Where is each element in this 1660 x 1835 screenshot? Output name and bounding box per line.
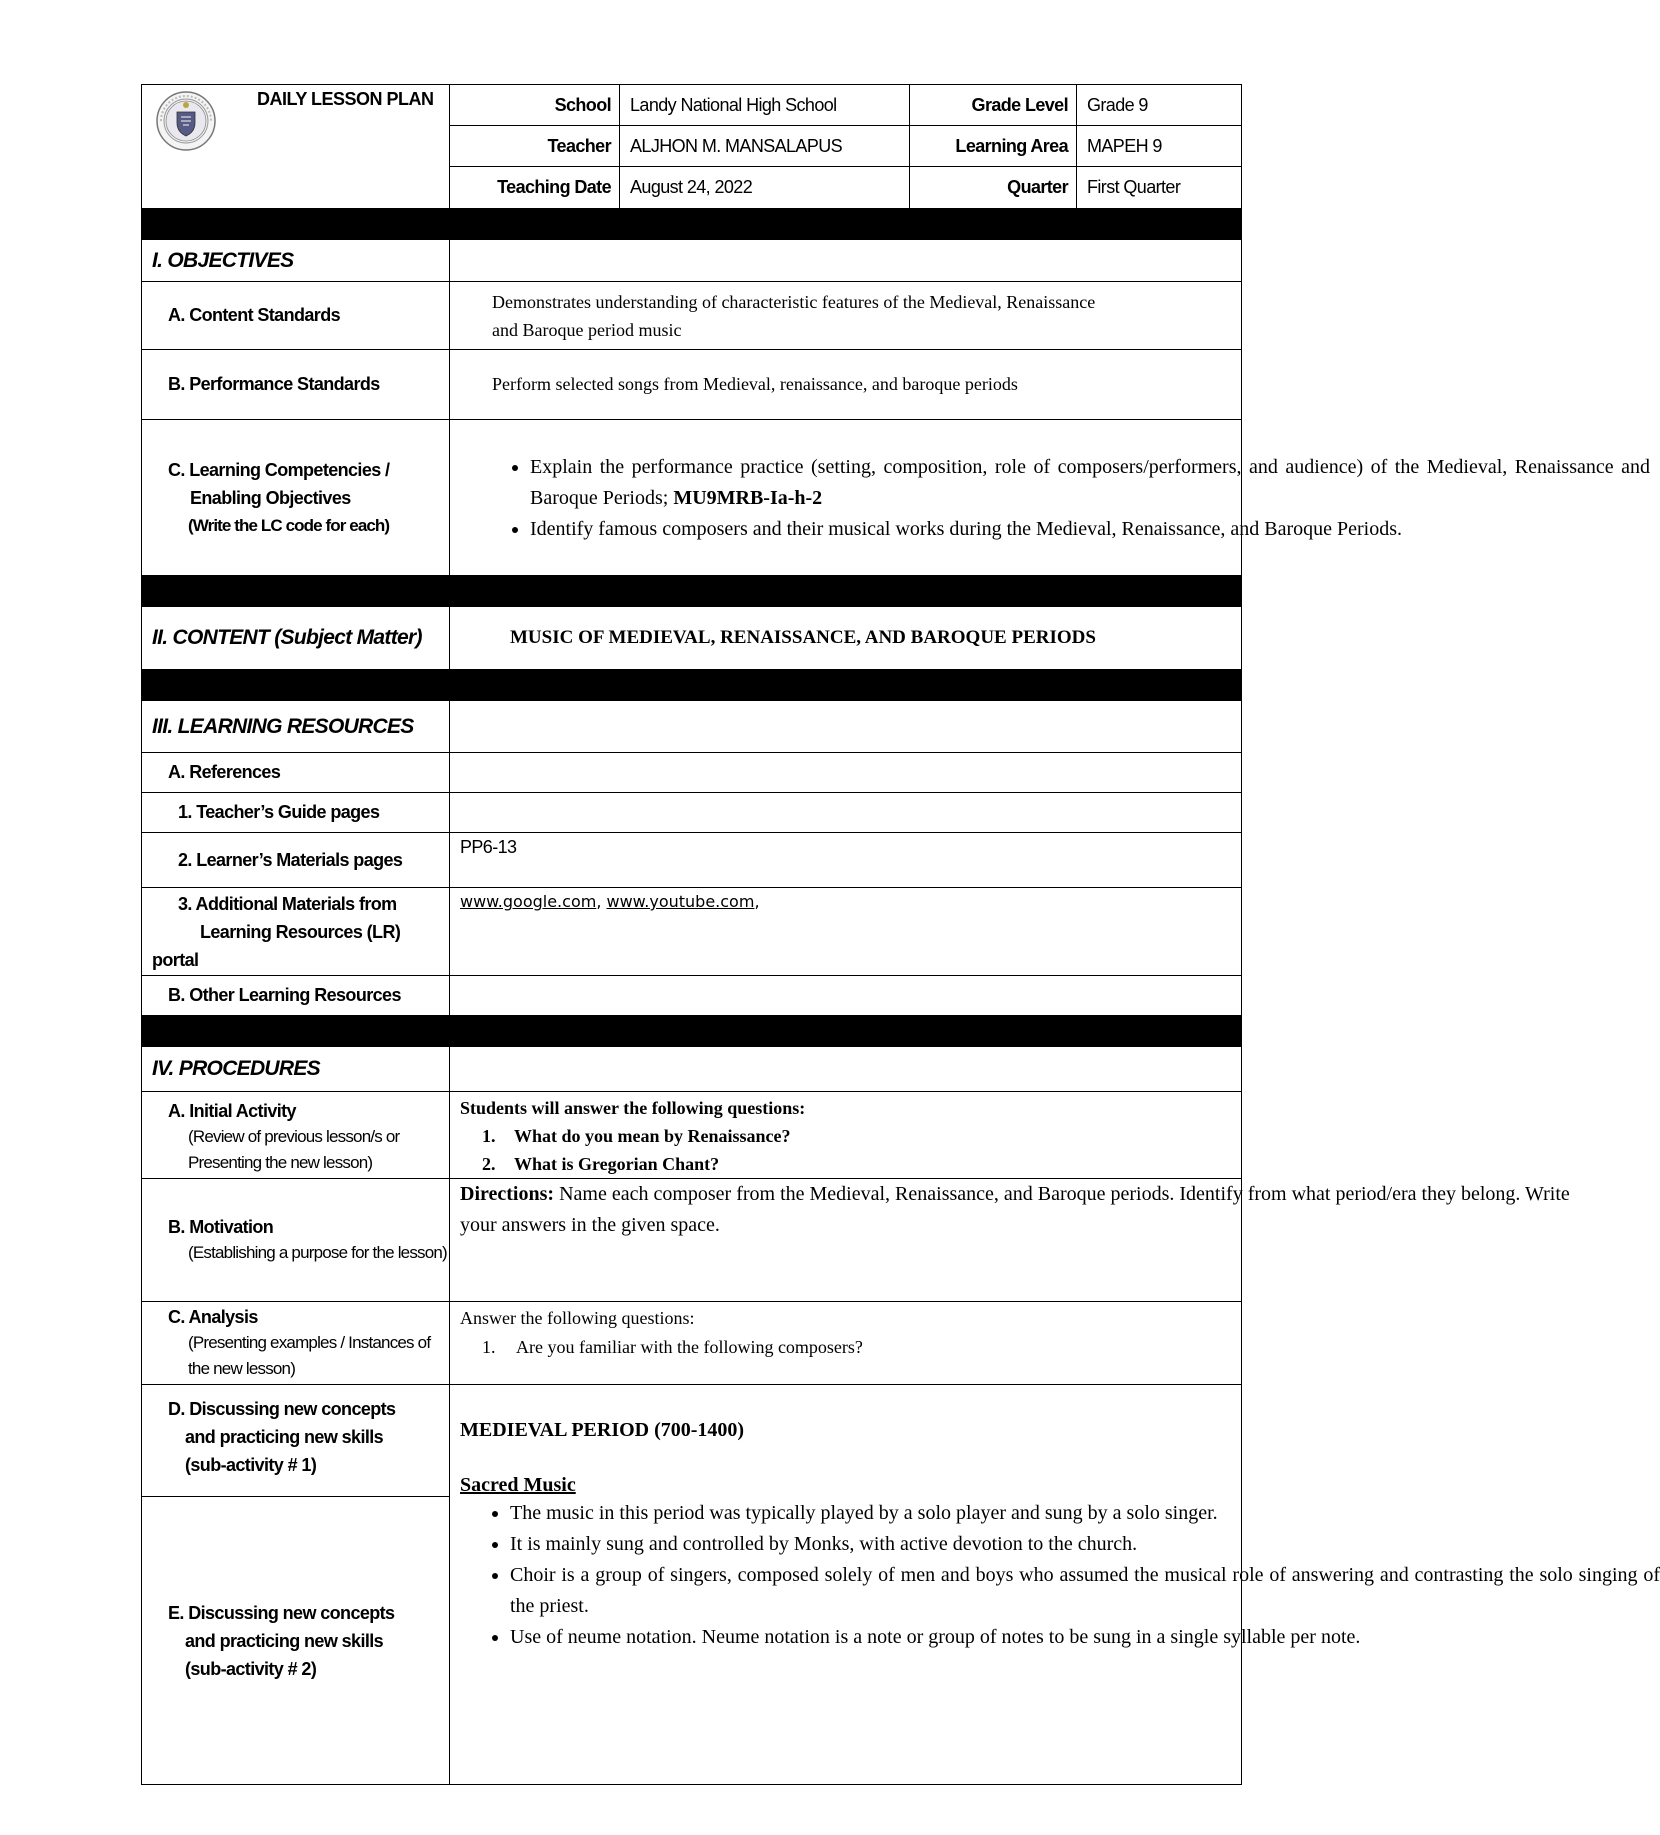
discussion-2-line-3: (sub-activity # 2) <box>185 1658 317 1679</box>
medieval-period-discussion <box>450 1385 1660 1785</box>
question-item: 1. What do you mean by Renaissance? <box>500 1122 1241 1150</box>
sacred-music-item: • Choir is a group of singers, composed solely of men and boys who assumed the musical role of answering and contrasting the solo singing of the priest. <box>510 1560 1660 1622</box>
discussion-1-line-2: and practicing new skills <box>185 1427 384 1447</box>
youtube-link[interactable]: www.youtube.com <box>606 892 755 911</box>
motivation-title: B. Motivation <box>168 1217 274 1237</box>
teaching-date-label: Teaching Date <box>450 167 620 209</box>
content-standards-line-1: Demonstrates understanding of characteristic features of the Medieval, Renaissance <box>492 291 1096 312</box>
initial-activity-title: A. Initial Activity <box>168 1101 296 1121</box>
lc-label-line-2: Enabling Objectives <box>190 487 351 508</box>
additional-materials-label <box>142 888 450 976</box>
additional-materials-line-1: 3. Additional Materials from <box>178 894 397 914</box>
quarter-label: Quarter <box>910 167 1077 209</box>
procedures-heading: IV. PROCEDURES <box>142 1047 450 1092</box>
divider-bar <box>142 209 1242 240</box>
initial-activity-note: (Review of previous lesson/s or Presenting the new lesson) <box>188 1127 400 1172</box>
learners-materials-value: PP6-13 <box>450 833 1242 888</box>
additional-materials-line-2: Learning Resources (LR) <box>200 922 401 942</box>
learning-area-value: MAPEH 9 <box>1077 126 1242 167</box>
content-standards-label: A. Content Standards <box>142 282 450 350</box>
analysis-title: C. Analysis <box>168 1307 258 1327</box>
motivation-label <box>142 1179 450 1302</box>
sacred-music-item: • Use of neume notation. Neume notation is a note or group of notes to be sung in a single syllable per note. <box>510 1622 1660 1653</box>
competency-item: • Identify famous composers and their musical works during the Medieval, Renaissance, and Baroque Periods. <box>530 514 1650 545</box>
lc-label-line-1: C. Learning Competencies / <box>168 459 390 480</box>
question-item: 1. Are you familiar with the following composers? <box>500 1333 1241 1362</box>
teacher-label: Teacher <box>450 126 620 167</box>
motivation-value <box>450 1179 1570 1302</box>
discussion-1-line-3: (sub-activity # 1) <box>185 1455 317 1475</box>
sacred-music-item: • It is mainly sung and controlled by Monks, with active devotion to the church. <box>510 1529 1660 1560</box>
question-item: 2. What is Gregorian Chant? <box>500 1150 1241 1178</box>
objectives-heading: I. OBJECTIVES <box>142 240 450 282</box>
school-value: Landy National High School <box>620 85 910 126</box>
additional-materials-line-3: portal <box>152 950 199 970</box>
learners-materials-label: 2. Learner’s Materials pages <box>142 833 450 888</box>
analysis-label <box>142 1302 450 1385</box>
motivation-note: (Establishing a purpose for the lesson) <box>188 1243 447 1262</box>
divider-bar <box>142 576 1242 607</box>
initial-activity-label <box>142 1092 450 1179</box>
analysis-questions <box>460 1333 1241 1362</box>
sacred-music-item: • The music in this period was typically played by a solo player and sung by a solo singer. <box>510 1498 1660 1529</box>
initial-activity-value <box>450 1092 1242 1179</box>
medieval-period-heading: MEDIEVAL PERIOD (700-1400) <box>460 1419 745 1441</box>
performance-standards-value: Perform selected songs from Medieval, renaissance, and baroque periods <box>450 350 1242 420</box>
additional-materials-value: www.google.com, www.youtube.com, <box>450 888 1242 976</box>
competency-item <box>530 452 1650 514</box>
subject-matter-value: MUSIC OF MEDIEVAL, RENAISSANCE, AND BAROQUE PERIODS <box>450 607 1242 670</box>
discussion-1-line-1: D. Discussing new concepts <box>168 1399 396 1419</box>
references-label: A. References <box>142 753 450 793</box>
directions-text: Name each composer from the Medieval, Renaissance, and Baroque periods. Identify from what period/era they belong. Write your answers in the given space. <box>460 1183 1570 1236</box>
discussion-2-line-1: E. Discussing new concepts <box>168 1602 395 1623</box>
discussion-1-label <box>142 1385 450 1497</box>
analysis-intro: Answer the following questions: <box>460 1308 695 1328</box>
content-standards-value <box>450 282 1242 350</box>
sacred-music-list <box>450 1498 1660 1653</box>
competency-1-code: MU9MRB-Ia-h-2 <box>673 487 823 509</box>
grade-level-label: Grade Level <box>910 85 1077 126</box>
sacred-music-heading: Sacred Music <box>460 1474 576 1496</box>
divider-bar <box>142 670 1242 701</box>
school-label: School <box>450 85 620 126</box>
deped-seal-icon <box>155 90 217 152</box>
google-link[interactable]: www.google.com <box>460 892 597 911</box>
document-title: DAILY LESSON PLAN <box>257 89 434 109</box>
performance-standards-label: B. Performance Standards <box>142 350 450 420</box>
teachers-guide-label: 1. Teacher’s Guide pages <box>142 793 450 833</box>
lc-label-line-3: (Write the LC code for each) <box>188 515 390 535</box>
learning-competencies-value <box>450 420 1650 576</box>
quarter-value: First Quarter <box>1077 167 1242 209</box>
grade-level-value: Grade 9 <box>1077 85 1242 126</box>
directions-label: Directions: <box>460 1183 555 1205</box>
content-standards-line-2: and Baroque period music <box>492 319 682 340</box>
competency-1-text: Explain the performance practice (setting, composition, role of composers/performers, and audience) of the Medieval, Renaissance and Baroque Periods; <box>530 456 1650 509</box>
divider-bar <box>142 1016 1242 1047</box>
teaching-date-value: August 24, 2022 <box>620 167 910 209</box>
learning-area-label: Learning Area <box>910 126 1077 167</box>
discussion-2-label <box>142 1497 450 1785</box>
discussion-2-line-2: and practicing new skills <box>185 1630 384 1651</box>
initial-activity-questions <box>460 1122 1241 1178</box>
teacher-value: ALJHON M. MANSALAPUS <box>620 126 910 167</box>
lesson-plan-table <box>141 84 1660 1785</box>
content-heading: II. CONTENT (Subject Matter) <box>142 607 450 670</box>
competencies-list <box>450 452 1650 545</box>
learning-resources-heading: III. LEARNING RESOURCES <box>142 701 450 753</box>
analysis-value <box>450 1302 1242 1385</box>
initial-activity-intro: Students will answer the following questions: <box>460 1098 806 1118</box>
analysis-note: (Presenting examples / Instances of the new lesson) <box>188 1333 431 1378</box>
learning-competencies-label <box>142 420 450 576</box>
header-title-cell <box>142 85 450 209</box>
other-resources-label: B. Other Learning Resources <box>142 976 450 1016</box>
